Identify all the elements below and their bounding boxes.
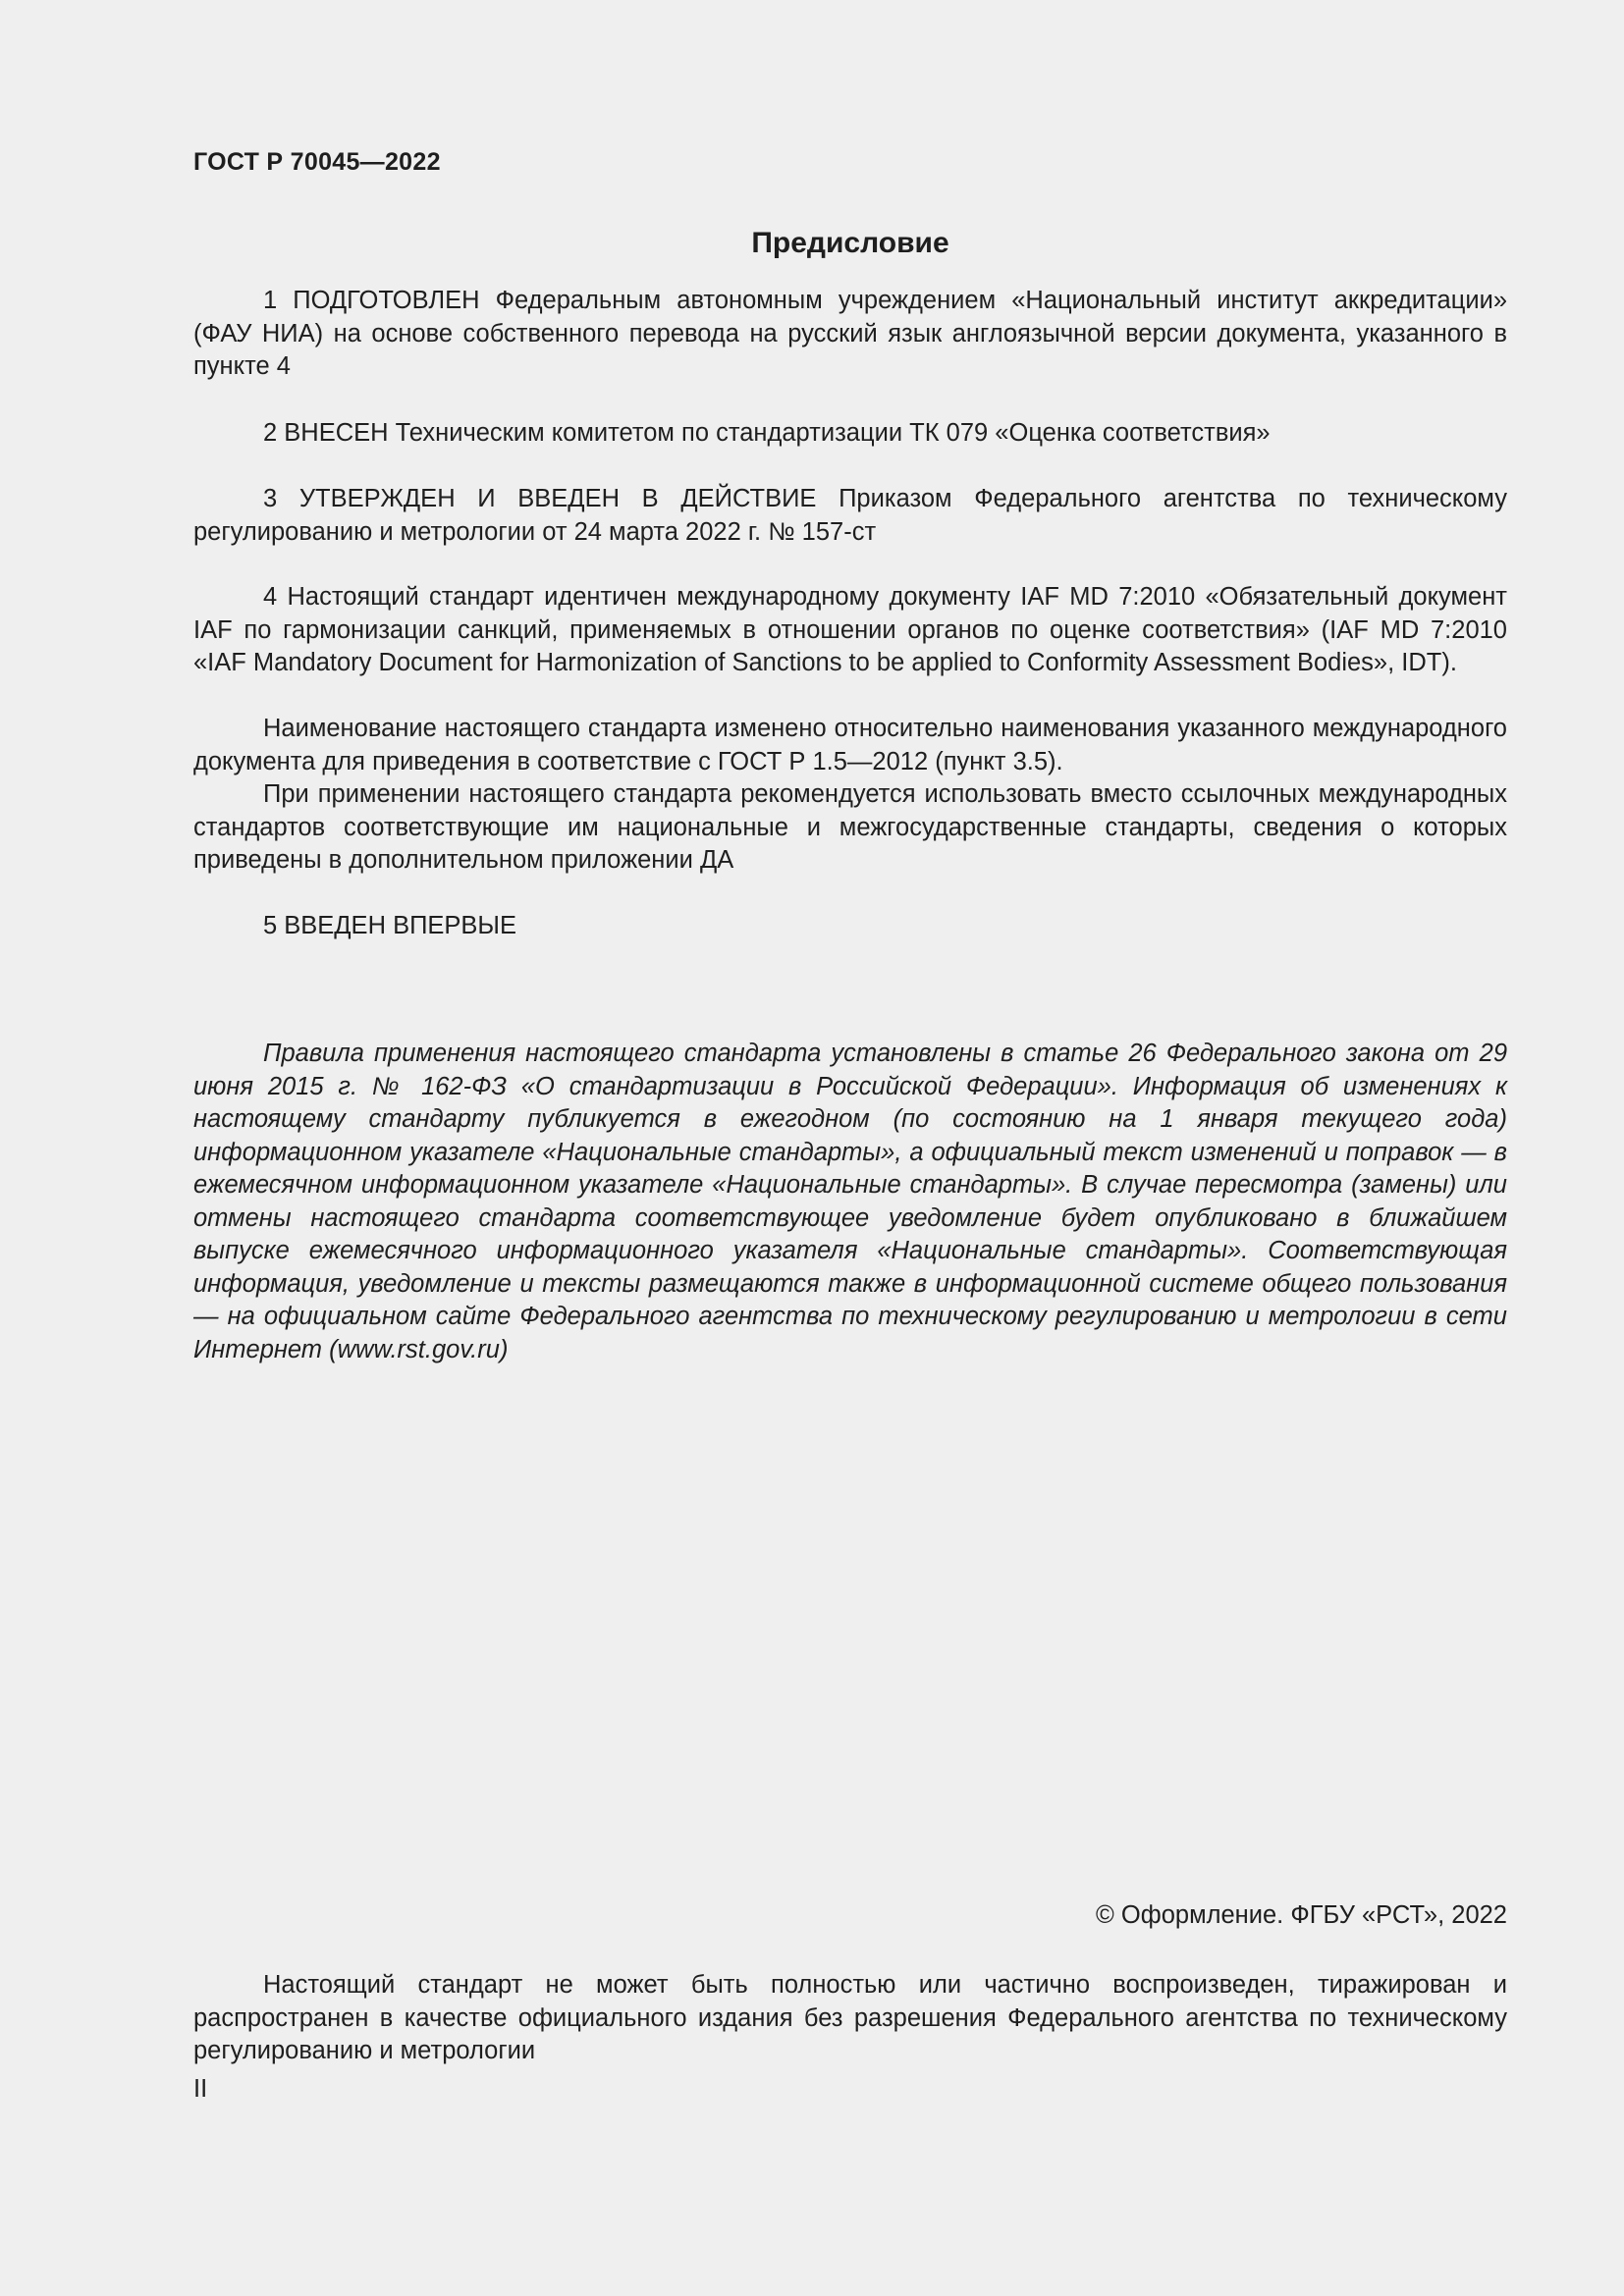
- reproduction-notice: Настоящий стандарт не может быть полностью или частично воспроизведен, тиражирован и распространен в качестве официального издания без разрешения Федерального агентства по техническому регулированию и метрологии: [193, 1971, 1507, 2064]
- preface-item-4-note-name: Наименование настоящего стандарта изменено относительно наименования указанного международного документа для приведения в соответствие с ГОСТ Р 1.5—2012 (пункт 3.5).: [193, 715, 1507, 775]
- copyright-line: © Оформление. ФГБУ «РСТ», 2022: [1096, 1901, 1507, 1929]
- preface-item-3: 3 УТВЕРЖДЕН И ВВЕДЕН В ДЕЙСТВИЕ Приказом Федерального агентства по техническому регулированию и метрологии от 24 марта 2022 г. № 157-ст: [193, 485, 1507, 546]
- preface-item-5: 5 ВВЕДЕН ВПЕРВЫЕ: [263, 912, 517, 939]
- preface-item-1: 1 ПОДГОТОВЛЕН Федеральным автономным учреждением «Национальный институт аккредитации» (ФАУ НИА) на основе собственного перевода на русский язык англоязычной версии документа, указанного в пункте 4: [193, 287, 1507, 380]
- document-page: [193, 0, 1507, 2296]
- rules-notice: Правила применения настоящего стандарта установлены в статье 26 Федерального закона от 29 июня 2015 г. № 162-ФЗ «О стандартизации в Российской Федерации». Информация об изменениях к настоящему стандарту публикуется в ежегодном (по состоянию на 1 января текущего года) информационном указателе «Национальные стандарты», а официальный текст изменений и поправок — в ежемесячном информационном указателе «Национальные стандарты». В случае пересмотра (замены) или отмены настоящего стандарта соответствующее уведомление будет опубликовано в ближайшем выпуске ежемесячного информационного указателя «Национальные стандарты». Соответствующая информация, уведомление и тексты размещаются также в информационной системе общего пользования — на официальном сайте Федерального агентства по техническому регулированию и метрологии в сети Интернет (www.rst.gov.ru): [193, 1040, 1507, 1363]
- section-title: Предисловие: [751, 227, 949, 259]
- preface-item-2: 2 ВНЕСЕН Техническим комитетом по стандартизации ТК 079 «Оценка соответствия»: [263, 419, 1271, 447]
- standard-code: ГОСТ Р 70045—2022: [193, 148, 441, 176]
- page-number: II: [193, 2075, 208, 2103]
- preface-item-4-note-references: При применении настоящего стандарта рекомендуется использовать вместо ссылочных международных стандартов соответствующие им национальные и межгосударственные стандарты, сведения о которых приведены в дополнительном приложении ДА: [193, 780, 1507, 874]
- preface-item-4: 4 Настоящий стандарт идентичен международному документу IAF MD 7:2010 «Обязательный документ IAF по гармонизации санкций, применяемых в отношении органов по оценке соответствия» (IAF MD 7:2010 «IAF Mandatory Document for Harmonization of Sanctions to be applied to Conformity Assessment Bodies», IDT).: [193, 583, 1507, 676]
